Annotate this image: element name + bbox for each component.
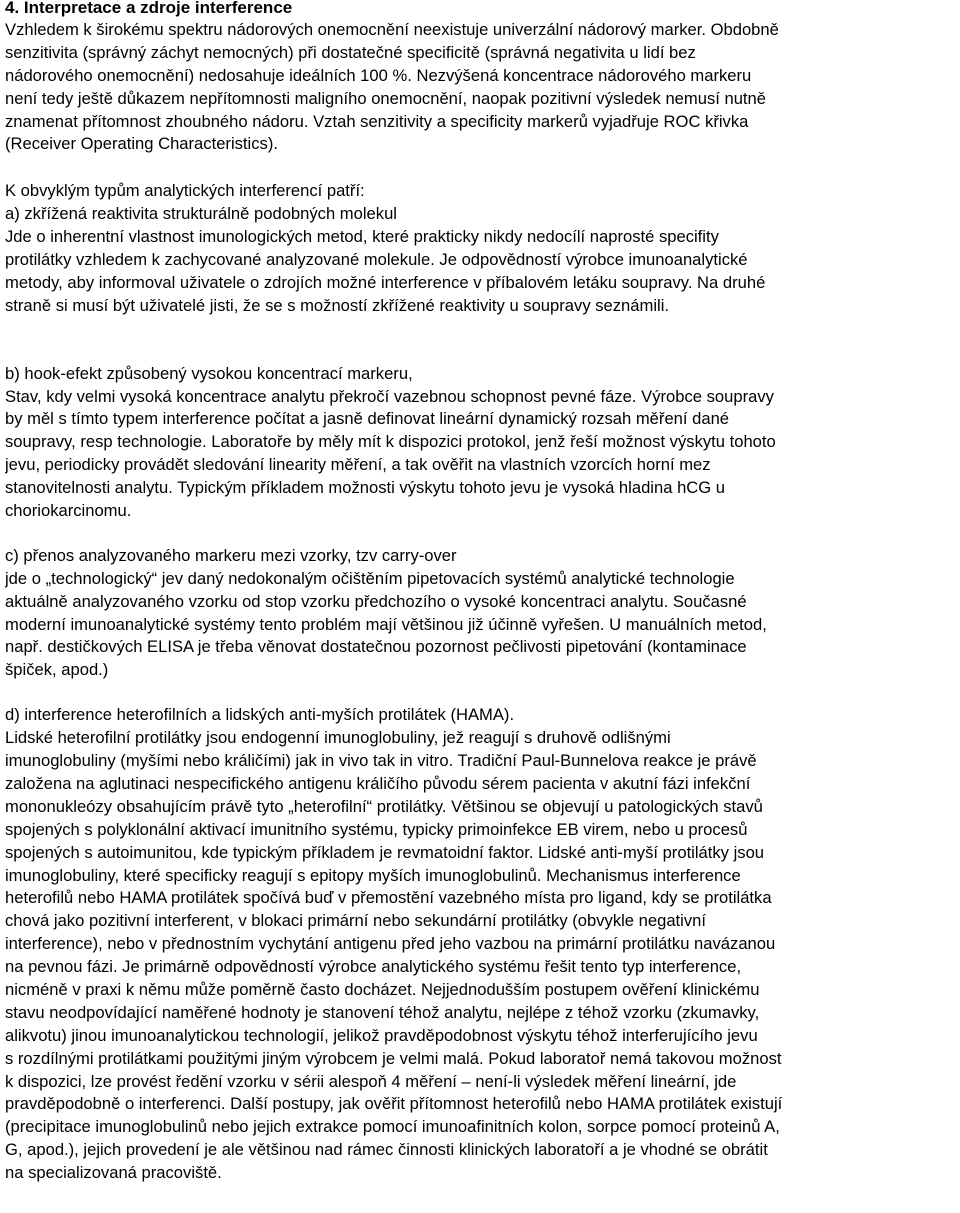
intro-paragraph (5, 19, 954, 156)
text-line: interference), nebo v přednostním vychytání antigenu před jeho vazbou na primární protilátku navázanou (5, 934, 776, 954)
interference-b-paragraph (5, 363, 954, 523)
text-line: mononukleózy obsahujícím právě tyto „heterofilní“ protilátky. Většinou se objevují u patologických stavů (5, 796, 763, 816)
text-line: pravděpodobně o interferenci. Další postupy, jak ověřit přítomnost heterofilů nebo HAMA protilátek existují (5, 1094, 783, 1114)
text-line: špiček, apod.) (5, 660, 109, 680)
text-line: jde o „technologický“ jev daný nedokonalým očištěním pipetovacích systémů analytické technologie (5, 568, 735, 588)
text-line: imunoglobuliny, které specificky reagují s epitopy myších imunoglobulinů. Mechanismus interference (5, 865, 741, 885)
text-line: protilátky vzhledem k zachycované analyzované molekule. Je odpovědností výrobce imunoanalytické (5, 250, 748, 270)
text-line: chová jako pozitivní interferent, v blokaci primární nebo sekundární protilátky (obvykle negativní (5, 911, 706, 931)
text-line: např. destičkových ELISA je třeba věnovat dostatečnou pozornost pečlivosti pipetování (kontaminace (5, 637, 747, 657)
text-line: založena na aglutinaci nespecifického antigenu králičího původu sérem pacienta v akutní fázi infekční (5, 773, 751, 793)
text-line: stanovitelnosti analytu. Typickým příkladem možnosti výskytu tohoto jevu je vysoká hladina hCG u (5, 478, 726, 498)
text-line: na specializovaná pracoviště. (5, 1163, 222, 1183)
text-line: na pevnou fázi. Je primárně odpovědností výrobce analytického systému řešit tento typ interference, (5, 957, 742, 977)
text-line: moderní imunoanalytické systémy tento problém mají většinou již účinně vyřešen. U manuálních metod, (5, 614, 767, 634)
text-line: znamenat přítomnost zhoubného nádoru. Vztah senzitivity a specificity markerů vyjadřuje ROC křivka (5, 111, 749, 131)
text-line: nicméně v praxi k němu může poměrně často docházet. Nejjednodušším postupem ověření klinickému (5, 979, 760, 999)
text-line: Vzhledem k širokému spektru nádorových onemocnění neexistuje univerzální nádorový marker. Obdobně (5, 20, 779, 39)
text-line: imunoglobuliny (myšími nebo králičími) jak in vivo tak in vitro. Tradiční Paul-Bunnelova reakce je právě (5, 751, 757, 771)
text-line: G, apod.), jejich provedení je ale většinou nad rámec činnosti klinických laboratoří a je vhodné se obrátit (5, 1140, 768, 1160)
text-line: nádorového onemocnění) nedosahuje ideálních 100 %. Nezvýšená koncentrace nádorového markeru (5, 65, 752, 85)
text-line: soupravy, resp technologie. Laboratoře by měly mít k dispozici protokol, jenž řeší možnost výskytu tohoto (5, 432, 776, 452)
text-line: (precipitace imunoglobulinů nebo jejich extrakce pomocí imunoafinitních kolon, sorpce pomocí proteinů A, (5, 1117, 780, 1137)
text-line: Lidské heterofilní protilátky jsou endogenní imunoglobuliny, jež reagují s druhově odlišnými (5, 728, 671, 748)
text-line: senzitivita (správný záchyt nemocných) při dostatečné specificitě (správná negativita u lidí bez (5, 42, 696, 62)
text-line: stavu neodpovídající naměřené hodnoty je stanovení téhož analytu, nejlépe z téhož vzorku (zkumavky, (5, 1002, 760, 1022)
text-line: choriokarcinomu. (5, 501, 132, 521)
text-line: jevu, periodicky provádět sledování linearity měření, a tak ověřit na vlastních vzorcích horní mez (5, 455, 711, 475)
text-line: (Receiver Operating Characteristics). (5, 134, 278, 154)
interference-d-paragraph (5, 704, 954, 1185)
text-line: s rozdílnými protilátkami použitými jiným výrobcem je velmi malá. Pokud laboratoř nemá takovou možnost (5, 1048, 782, 1068)
text-line: alikvotu) jinou imunoanalytickou technologií, jelikož pravděpodobnost výskytu téhož interferujícího jevu (5, 1025, 758, 1045)
text-line: by měl s tímto typem interference počítat a jasně definovat lineární dynamický rozsah měření dané (5, 409, 730, 429)
text-line: spojených s polyklonální aktivací imunitního systému, typicky primoinfekce EB virem, nebo u procesů (5, 819, 748, 839)
text-line: není tedy ještě důkazem nepřítomnosti maligního onemocnění, naopak pozitivní výsledek nemusí nutně (5, 88, 766, 108)
text-line: spojených s autoimunitou, kde typickým příkladem je revmatoidní faktor. Lidské anti-myší protilátky jsou (5, 842, 765, 862)
text-line: straně si musí být uživatelé jisti, že se s možností zkřížené reaktivity u soupravy seznámili. (5, 295, 669, 315)
text-line: Jde o inherentní vlastnost imunologických metod, které prakticky nikdy nedocílí naprosté specifity (5, 227, 719, 247)
subheading-c: c) přenos analyzovaného markeru mezi vzorky, tzv carry-over (5, 545, 457, 565)
subheading-b: b) hook-efekt způsobený vysokou koncentrací markeru, (5, 363, 413, 383)
text-line: aktuálně analyzovaného vzorku od stop vzorku předchozího o vysoké koncentraci analytu. Současné (5, 591, 747, 611)
subheading-a: a) zkřížená reaktivita strukturálně podobných molekul (5, 204, 397, 224)
text-line: Stav, kdy velmi vysoká koncentrace analytu překročí vazebnou schopnost pevné fáze. Výrobce soupravy (5, 386, 774, 406)
interference-a-paragraph (5, 180, 954, 317)
text-line: K obvyklým typům analytických interferencí patří: (5, 181, 365, 201)
text-line: metody, aby informoval uživatele o zdrojích možné interference v příbalovém letáku soupravy. Na druhé (5, 272, 766, 292)
subheading-d: d) interference heterofilních a lidských anti-myších protilátek (HAMA). (5, 705, 515, 725)
interference-c-paragraph (5, 545, 954, 682)
text-line: k dispozici, lze provést ředění vzorku v sérii alespoň 4 měření – není-li výsledek měření lineární, jde (5, 1071, 737, 1091)
section-heading: 4. Interpretace a zdroje interference (5, 0, 293, 17)
text-line: heterofilů nebo HAMA protilátek spočívá buď v přemostění vazebného místa pro ligand, kdy se protilátka (5, 888, 772, 908)
